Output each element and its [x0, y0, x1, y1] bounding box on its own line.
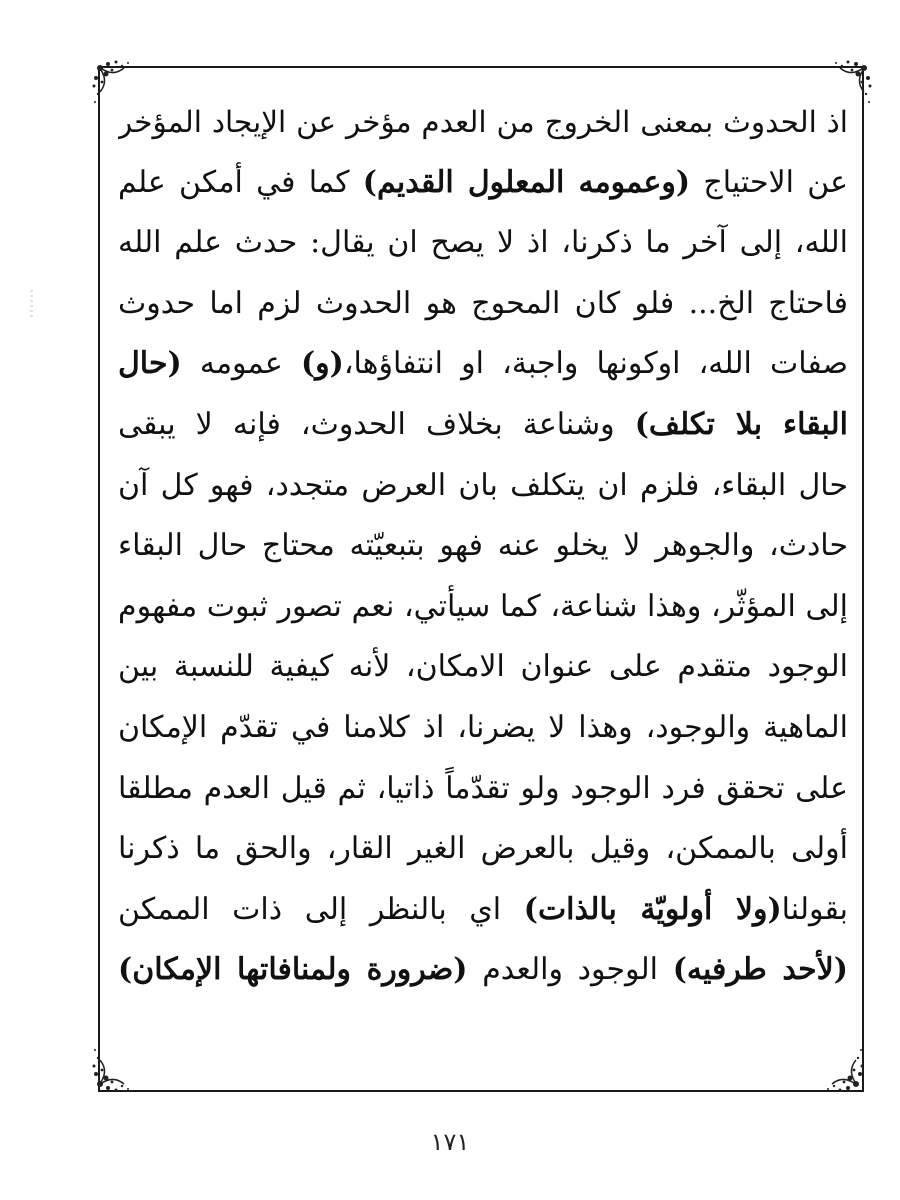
text-segment: عن الاحتياج — [690, 164, 848, 200]
text-line — [118, 395, 848, 456]
text-line — [118, 577, 848, 638]
text-segment: حال البقاء، فلزم ان يتكلف بان العرض متجدد، فهو كل آن — [118, 467, 848, 503]
text-line — [118, 213, 848, 274]
text-segment: عمومه — [181, 346, 301, 382]
text-line — [118, 819, 848, 880]
bold-term: (ولا أولويّة بالذات) — [523, 891, 782, 927]
bold-term: (حال — [118, 346, 182, 382]
text-line — [118, 759, 848, 820]
text-line — [118, 880, 848, 941]
text-line — [118, 274, 848, 335]
text-segment: اي بالنظر إلى ذات الممكن — [118, 891, 524, 927]
text-line — [118, 92, 848, 153]
text-line — [118, 334, 848, 395]
text-segment: بقولنا — [781, 891, 848, 927]
text-segment: الوجود والعدم — [467, 952, 673, 988]
bold-term: (و) — [300, 346, 344, 382]
bold-term: (وعمومه المعلول القديم) — [362, 164, 691, 200]
text-segment: على تحقق فرد الوجود ولو تقدّماً ذاتيا، ثم قيل العدم مطلقا — [118, 770, 848, 806]
text-line — [118, 153, 848, 214]
text-segment: الماهية والوجود، وهذا لا يضرنا، اذ كلامنا في تقدّم الإمكان — [118, 709, 848, 745]
bold-term: (ضرورة ولمنافاتها الإمكان) — [118, 952, 468, 988]
text-segment: وشناعة بخلاف الحدوث، فإنه لا يبقى — [118, 406, 635, 442]
text-segment: صفات الله، اوكونها واجبة، او انتفاؤها، — [343, 346, 848, 382]
text-line — [118, 698, 848, 759]
page-number: ١٧١ — [430, 1128, 470, 1156]
corner-ornament-bottom-left-icon — [72, 1028, 142, 1098]
text-segment: كما في أمكن علم — [118, 164, 363, 200]
text-segment: إلى المؤثّر، وهذا شناعة، كما سيأتي، نعم تصور ثبوت مفهوم — [118, 588, 848, 624]
bold-term: البقاء بلا تكلف) — [634, 406, 848, 442]
text-segment: أولى بالممكن، وقيل بالعرض الغير القار، والحق ما ذكرنا — [118, 831, 848, 867]
corner-ornament-bottom-right-icon — [806, 1030, 876, 1100]
bold-term: (لأحد طرفيه) — [672, 952, 848, 988]
text-line — [118, 940, 848, 1001]
text-segment: فاحتاج الخ... فلو كان المحوج هو الحدوث لزم اما حدوث — [118, 285, 848, 321]
text-segment: الله، إلى آخر ما ذكرنا، اذ لا يصح ان يقال: حدث علم الله — [118, 225, 848, 261]
text-line — [118, 456, 848, 517]
text-segment: الوجود متقدم على عنوان الامكان، لأنه كيفية للنسبة بين — [118, 649, 848, 685]
text-segment: حادث، والجوهر لا يخلو عنه فهو بتبعيّته محتاج حال البقاء — [118, 528, 848, 564]
text-line — [118, 637, 848, 698]
text-segment: اذ الحدوث بمعنى الخروج من العدم مؤخر عن الإيجاد المؤخر — [118, 105, 848, 139]
body-text — [118, 92, 848, 1001]
text-line — [118, 516, 848, 577]
scan-speck — [30, 290, 33, 320]
